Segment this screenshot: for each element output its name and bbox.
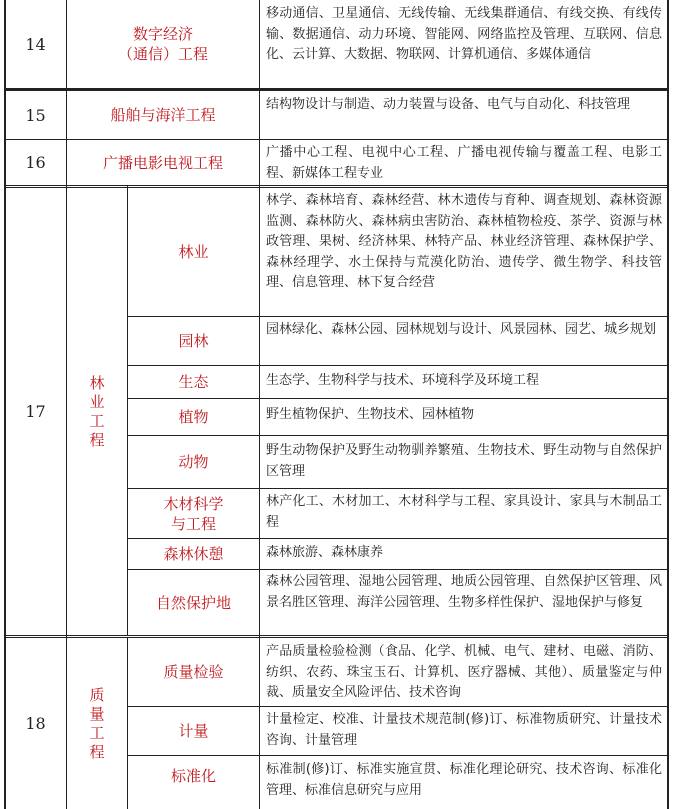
sub-field-name: 木材科学 与工程 bbox=[163, 494, 224, 533]
sub-field-description: 林产化工、木材加工、木材科学与工程、家具设计、家具与木制品工程 bbox=[266, 494, 662, 530]
sub-field-name: 生态 bbox=[178, 373, 209, 391]
vertical-label: 林业工程 bbox=[89, 373, 105, 449]
sub-field-name: 自然保护地 bbox=[155, 593, 231, 612]
sub-field-description: 生态学、生物科学与技术、环境科学及环境工程 bbox=[266, 373, 540, 388]
vertical-label: 质量工程 bbox=[89, 685, 105, 761]
sub-field-description: 野生动物保护及野生动物驯养繁殖、生物技术、野生动物与自然保护区管理 bbox=[266, 443, 662, 479]
sub-field-description: 园林绿化、森林公园、园林规划与设计、风景园林、园艺、城乡规划 bbox=[266, 322, 657, 337]
row-number: 18 bbox=[25, 714, 46, 733]
sub-field-name: 森林休憩 bbox=[163, 545, 224, 563]
field-description: 结构物设计与制造、动力装置与设备、电气与自动化、科技管理 bbox=[266, 97, 631, 112]
sub-field-name: 林业 bbox=[178, 243, 209, 261]
sub-field-name: 计量 bbox=[178, 722, 209, 740]
sub-field-name: 园林 bbox=[178, 332, 209, 350]
field-name: 广播电影电视工程 bbox=[102, 153, 223, 172]
field-description: 广播中心工程、电视中心工程、广播电视传输与覆盖工程、电影工程、新媒体工程专业 bbox=[266, 145, 662, 181]
field-name: 数字经济 （通信）工程 bbox=[117, 25, 208, 63]
sub-field-description: 森林公园管理、湿地公园管理、地质公园管理、自然保护区管理、风景名胜区管理、海洋公园管理、生物多样性保护、湿地保护与修复 bbox=[266, 574, 662, 610]
sub-field-description: 森林旅游、森林康养 bbox=[266, 545, 384, 560]
sub-field-name: 动物 bbox=[178, 453, 209, 471]
sub-field-description: 野生植物保护、生物技术、园林植物 bbox=[266, 407, 475, 422]
sub-field-name: 质量检验 bbox=[163, 663, 224, 681]
sub-field-name: 标准化 bbox=[170, 767, 216, 785]
group-field-name bbox=[67, 638, 127, 809]
field-name: 船舶与海洋工程 bbox=[110, 106, 216, 124]
sub-field-description: 林学、森林培育、森林经营、林木遗传与育种、调查规划、森林资源监测、森林防火、森林病虫害防治、森林植物检疫、茶学、资源与林政管理、果树、经济林果、林特产品、林业经济管理、森林保护学、森林经理学、水土保持与荒漠化防治、遗传学、微生物学、科技管理、信息管理、林下复合经营 bbox=[266, 193, 662, 291]
row-number: 15 bbox=[25, 105, 46, 125]
sub-field-description: 计量检定、校准、计量技术规范制(修)订、标准物质研究、计量技术咨询、计量管理 bbox=[266, 712, 662, 748]
row-number: 17 bbox=[25, 402, 46, 421]
sub-field-name: 植物 bbox=[178, 408, 209, 426]
field-description: 移动通信、卫星通信、无线传输、无线集群通信、有线交换、有线传输、数据通信、动力环境、智能网、网络监控及管理、互联网、信息化、云计算、大数据、物联网、计算机通信、多媒体通信 bbox=[266, 6, 662, 63]
row-number: 16 bbox=[25, 153, 46, 172]
row-number: 14 bbox=[25, 34, 46, 54]
group-field-name bbox=[67, 188, 127, 635]
sub-field-description: 产品质量检验检测（食品、化学、机械、电气、建材、电磁、消防、纺织、农药、珠宝玉石、计算机、医疗器械、其他）、质量鉴定与仲裁、质量安全风险评估、技术咨询 bbox=[266, 644, 662, 701]
sub-field-description: 标准制(修)订、标准实施宣贯、标准化理论研究、技术咨询、标准化管理、标准信息研究与应用 bbox=[266, 762, 662, 798]
